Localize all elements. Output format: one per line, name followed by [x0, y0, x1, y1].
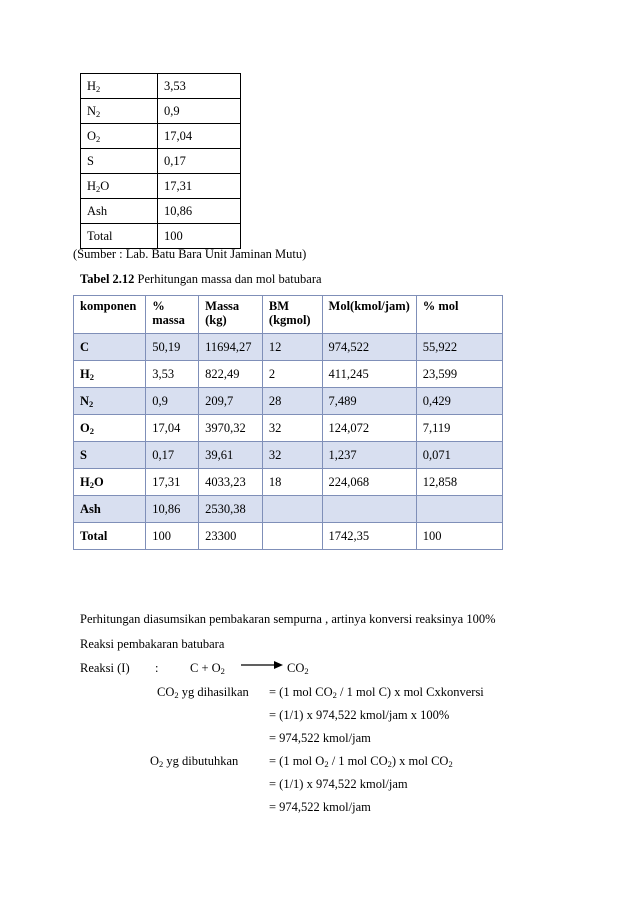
o2-equation-2: = (1/1) x 974,522 kmol/jam: [269, 777, 408, 791]
paragraph-reaction-title: Reaksi pembakaran batubara: [80, 637, 225, 651]
calc-table-header: [74, 296, 503, 334]
reaction-rhs: $CO_2$: [287, 661, 309, 676]
cell-pmol: 100: [416, 523, 502, 550]
header-cell: komponen: [74, 296, 146, 334]
component-name: $H_2$: [81, 74, 158, 99]
cell-mol: 124,072: [322, 415, 416, 442]
component-name: $H_2$: [74, 361, 146, 388]
composition-row: [81, 99, 241, 124]
reaction-arrow-icon: [240, 658, 284, 672]
composition-row: [81, 174, 241, 199]
cell-kg: 3970,32: [199, 415, 263, 442]
cell-massa: 100: [146, 523, 199, 550]
cell-pmol: 55,922: [416, 334, 502, 361]
paragraph-assumption: Perhitungan diasumsikan pembakaran sempurna , artinya konversi reaksinya 100%: [80, 612, 496, 626]
table-row: [74, 361, 503, 388]
component-name: $H_2O$: [81, 174, 158, 199]
component-name: Total: [74, 523, 146, 550]
component-name: $N_2$: [81, 99, 158, 124]
component-name: $O_2$: [74, 415, 146, 442]
component-name: $N_2$: [74, 388, 146, 415]
table-row: [74, 496, 503, 523]
source-note: (Sumber : Lab. Batu Bara Unit Jaminan Mutu): [73, 247, 307, 261]
component-value: 3,53: [158, 74, 241, 99]
cell-massa: 17,04: [146, 415, 199, 442]
cell-kg: 822,49: [199, 361, 263, 388]
cell-massa: 10,86: [146, 496, 199, 523]
component-name: Ash: [74, 496, 146, 523]
table-row: [74, 334, 503, 361]
component-name: $H_2O$: [74, 469, 146, 496]
cell-mol: 411,245: [322, 361, 416, 388]
cell-pmol: [416, 496, 502, 523]
o2-needed-label: $O_2$ yg dibutuhkan: [150, 754, 239, 769]
table-row: [74, 523, 503, 550]
cell-mol: 7,489: [322, 388, 416, 415]
cell-mol: 1742,35: [322, 523, 416, 550]
reaction-lhs: $C + O_2$: [190, 661, 225, 676]
cell-mol: [322, 496, 416, 523]
cell-pmol: 0,429: [416, 388, 502, 415]
table-row: [74, 469, 503, 496]
composition-row: [81, 124, 241, 149]
component-value: 100: [158, 224, 241, 249]
cell-pmol: 0,071: [416, 442, 502, 469]
co2-equation-1: = (1 mol $CO_2 / 1$ mol C) x mol Cxkonversi: [269, 685, 484, 700]
reaction-label: Reaksi (I): [80, 661, 130, 675]
cell-mol: 1,237: [322, 442, 416, 469]
composition-table: [80, 73, 241, 249]
o2-equation-3: = 974,522 kmol/jam: [269, 800, 371, 814]
table-row: [74, 415, 503, 442]
cell-kg: 11694,27: [199, 334, 263, 361]
cell-kg: 4033,23: [199, 469, 263, 496]
cell-bm: 18: [262, 469, 322, 496]
component-value: 10,86: [158, 199, 241, 224]
cell-kg: 209,7: [199, 388, 263, 415]
table-row: [74, 388, 503, 415]
cell-pmol: 12,858: [416, 469, 502, 496]
cell-kg: 2530,38: [199, 496, 263, 523]
cell-bm: 28: [262, 388, 322, 415]
cell-pmol: 23,599: [416, 361, 502, 388]
header-cell: Mol(kmol/jam): [322, 296, 416, 334]
table-caption-label: Tabel 2.12: [80, 272, 135, 286]
component-name: S: [81, 149, 158, 174]
cell-massa: 50,19: [146, 334, 199, 361]
cell-bm: 32: [262, 442, 322, 469]
reaction-colon: :: [155, 661, 159, 675]
composition-row: [81, 149, 241, 174]
table-row: [74, 442, 503, 469]
component-name: S: [74, 442, 146, 469]
cell-mol: 224,068: [322, 469, 416, 496]
header-cell: % massa: [146, 296, 199, 334]
cell-massa: 0,17: [146, 442, 199, 469]
co2-equation-2: = (1/1) x 974,522 kmol/jam x 100%: [269, 708, 450, 722]
composition-row: [81, 224, 241, 249]
header-cell: Massa (kg): [199, 296, 263, 334]
header-cell: % mol: [416, 296, 502, 334]
cell-massa: 17,31: [146, 469, 199, 496]
component-value: 0,17: [158, 149, 241, 174]
cell-bm: 2: [262, 361, 322, 388]
composition-row: [81, 199, 241, 224]
cell-mol: 974,522: [322, 334, 416, 361]
cell-bm: 12: [262, 334, 322, 361]
cell-pmol: 7,119: [416, 415, 502, 442]
component-value: 0,9: [158, 99, 241, 124]
component-name: Ash: [81, 199, 158, 224]
co2-equation-3: = 974,522 kmol/jam: [269, 731, 371, 745]
co2-produced-label: $CO_2$ yg dihasilkan: [157, 685, 249, 700]
component-name: C: [74, 334, 146, 361]
cell-kg: 39,61: [199, 442, 263, 469]
component-value: 17,31: [158, 174, 241, 199]
calc-table: [73, 295, 503, 550]
cell-massa: 3,53: [146, 361, 199, 388]
component-value: 17,04: [158, 124, 241, 149]
o2-equation-1: = (1 mol $O_2 / 1$ mol $CO_2$) x mol $CO_2$: [269, 754, 453, 769]
component-name: Total: [81, 224, 158, 249]
cell-bm: [262, 523, 322, 550]
cell-kg: 23300: [199, 523, 263, 550]
table-caption-text: Perhitungan massa dan mol batubara: [134, 272, 322, 286]
cell-bm: 32: [262, 415, 322, 442]
header-cell: BM (kgmol): [262, 296, 322, 334]
composition-row: [81, 74, 241, 99]
cell-massa: 0,9: [146, 388, 199, 415]
table-caption: [80, 272, 322, 287]
cell-bm: [262, 496, 322, 523]
component-name: $O_2$: [81, 124, 158, 149]
